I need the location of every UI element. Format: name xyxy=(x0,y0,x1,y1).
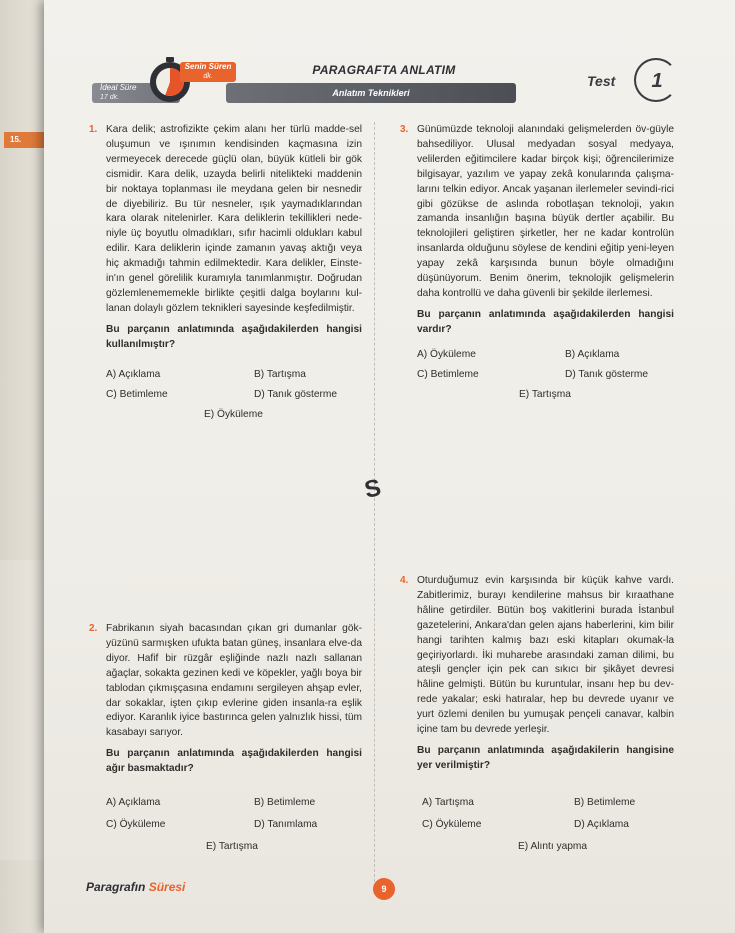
your-time-box xyxy=(180,62,236,82)
question-prompt: Bu parçanın anlatımında aşağıdakilerin hangisine yer verilmiştir? xyxy=(417,744,674,771)
option-d[interactable]: D) Açıklama xyxy=(574,819,629,830)
question-1 xyxy=(89,123,362,353)
ideal-time-value: 17 dk. xyxy=(100,94,120,101)
question-text: Kara delik; astrofizikte çekim alanı her türlü madde-sel oluşumun ve ışınımın kendisinden kaçmasına izin vermeyecek derecede güçlü olan, büyük kütleli bir gök cismidir. Kara delik, uzayda belirli nitelikteki maddenin bir noktaya toplanması ile meydana gelen bir nesnedir de diyebiliriz. Bu tür nesneler, ışık yaymadıklarından kara olarak nitelenirler. Kara deliklerin tekillikleri nede-niyle üç boyutlu olmadıkları, sıfır hacimli oldukları kabul edilir. Kara deliklerin içinde zamanın yavaş aktığı veya hiç akmadığı tahmin edilmektedir. Kara delikler, Einste-in'ın genel görelilik kuramıyla tanımlanmıştır. Doğrudan gözlemlenememekle birlikte çeşitli dalga boylarını kul-lanan dolaylı gözlem teknikleri sayesinde keşfedilmiştir. xyxy=(106,124,362,314)
option-a[interactable]: A) Öyküleme xyxy=(417,349,476,360)
option-a[interactable]: A) Açıklama xyxy=(106,797,161,808)
question-number: 3. xyxy=(400,124,409,135)
option-b[interactable]: B) Betimleme xyxy=(254,797,316,808)
footer-brand-part-2: Süresi xyxy=(148,880,186,894)
option-c[interactable]: C) Öyküleme xyxy=(422,819,482,830)
option-c[interactable]: C) Öyküleme xyxy=(106,819,166,830)
footer-brand xyxy=(86,880,185,894)
question-prompt: Bu parçanın anlatımında aşağıdakilerden hangisi vardır? xyxy=(417,308,674,335)
question-2 xyxy=(89,622,362,777)
question-3 xyxy=(400,123,674,338)
page-title: PARAGRAFTA ANLATIM xyxy=(312,63,456,77)
option-e[interactable]: E) Alıntı yapma xyxy=(518,841,588,852)
option-e[interactable]: E) Tartışma xyxy=(206,841,258,852)
your-time-label: Senin Süren xyxy=(184,62,232,71)
test-label: Test xyxy=(587,73,616,89)
ideal-time-label: İdeal Süre xyxy=(100,83,137,92)
page-subtitle: Anlatım Teknikleri xyxy=(226,83,516,103)
option-b[interactable]: B) Tartışma xyxy=(254,369,306,380)
question-prompt: Bu parçanın anlatımında aşağıdakilerden hangisi kullanılmıştır? xyxy=(106,323,362,350)
your-time-value: dk. xyxy=(203,73,213,80)
question-number: 4. xyxy=(400,575,409,586)
option-b[interactable]: B) Açıklama xyxy=(565,349,620,360)
footer-brand-part-1: Paragrafın xyxy=(86,880,146,894)
option-b[interactable]: B) Betimleme xyxy=(574,797,636,808)
option-a[interactable]: A) Açıklama xyxy=(106,369,161,380)
worksheet-page xyxy=(44,0,735,933)
question-prompt: Bu parçanın anlatımında aşağıdakilerden hangisi ağır basmaktadır? xyxy=(106,748,362,775)
option-d[interactable]: D) Tanık gösterme xyxy=(254,389,338,400)
option-d[interactable]: D) Tanımlama xyxy=(254,819,318,830)
option-d[interactable]: D) Tanık gösterme xyxy=(565,369,649,380)
question-text: Günümüzde teknoloji alanındaki gelişmelerden öv-güyle bahsediliyor. Ulusal medyadan sosyal medyaya, velilerden eğitimcilere kadar birçok kişi; öğrencilerimize bilgisayar, yazılım ve yapay zekâ konularında çalışma-larını telkin ediyor. Ancak yaşanan ilerlemeler sevindi-rici gibi gözükse de aslında robotlaşan teknoloji, yakın zamanda insanlığın başına büyük dertler açabilir. Bu teknolojileri geliştiren şirketler, her ne kadar kontrolün insanlarda olduğunu söylese de kendini eğitip yeni-leyen yapay zekâ karşısında bunun böyle olmadığını düşünüyorum. Benim önerim, teknolojik gelişmelerin daha kontrollü ve daha güvenli bir şekilde ilerlemesi. xyxy=(417,124,674,299)
test-number: 1 xyxy=(651,70,663,92)
option-e[interactable]: E) Tartışma xyxy=(519,389,571,400)
header xyxy=(44,0,735,110)
option-a[interactable]: A) Tartışma xyxy=(422,797,474,808)
question-4 xyxy=(400,574,674,774)
question-number: 2. xyxy=(89,623,98,634)
option-e[interactable]: E) Öyküleme xyxy=(204,409,263,420)
option-c[interactable]: C) Betimleme xyxy=(417,369,479,380)
question-text: Fabrikanın siyah bacasından çıkan gri dumanlar gök-yüzünü sarmışken ufukta batan güneş, insanlara elve-da diyor. Hafif bir rüzgâr eşliğinde nazlı nazlı sallanan ağaçlar, sokakta gezinen kedi ve köpekler, yağlı boya bir tablodan çıkmışçasına endamını sergileyen ahşap evler, dar sokaklar, işten çıkıp evlerine giden insanla-ra eşlik ediyor. Karanlık iyice bastırınca gelen yalnızlık hissi, tüm kasabayı sarıyor. xyxy=(106,623,362,739)
publisher-logo-icon: S xyxy=(362,474,384,504)
page-number: 9 xyxy=(373,878,395,900)
underlying-tag: 15. xyxy=(4,132,50,148)
question-number: 1. xyxy=(89,124,98,135)
question-text: Oturduğumuz evin karşısında bir küçük kahve vardı. Zabitlerimiz, burayı kendilerine mahsus bir kıraathane hâline getirdiler. Bütün boş vakitlerini burada İstanbul gazetelerini, Ankara'dan gelen ajans haberlerini, kim bilir hangi tarihten kalmış bazı eski kitapları okumak-la geçiriyorlardı. İki muharebe arasındaki zaman dilimi, bu ateşli gençler için pek can sıkıcı bir şikâyet devresi hâline gelmişti. Bütün bu kuruntular, insanı hep bu dev-rede yakalar; eski hatıralar, hep bu devrede uyanır ve yurt özlemi denilen bu yumuşak pençeli canavar, kalbin içine tam bu devrede yerleşir. xyxy=(417,575,674,736)
option-c[interactable]: C) Betimleme xyxy=(106,389,168,400)
